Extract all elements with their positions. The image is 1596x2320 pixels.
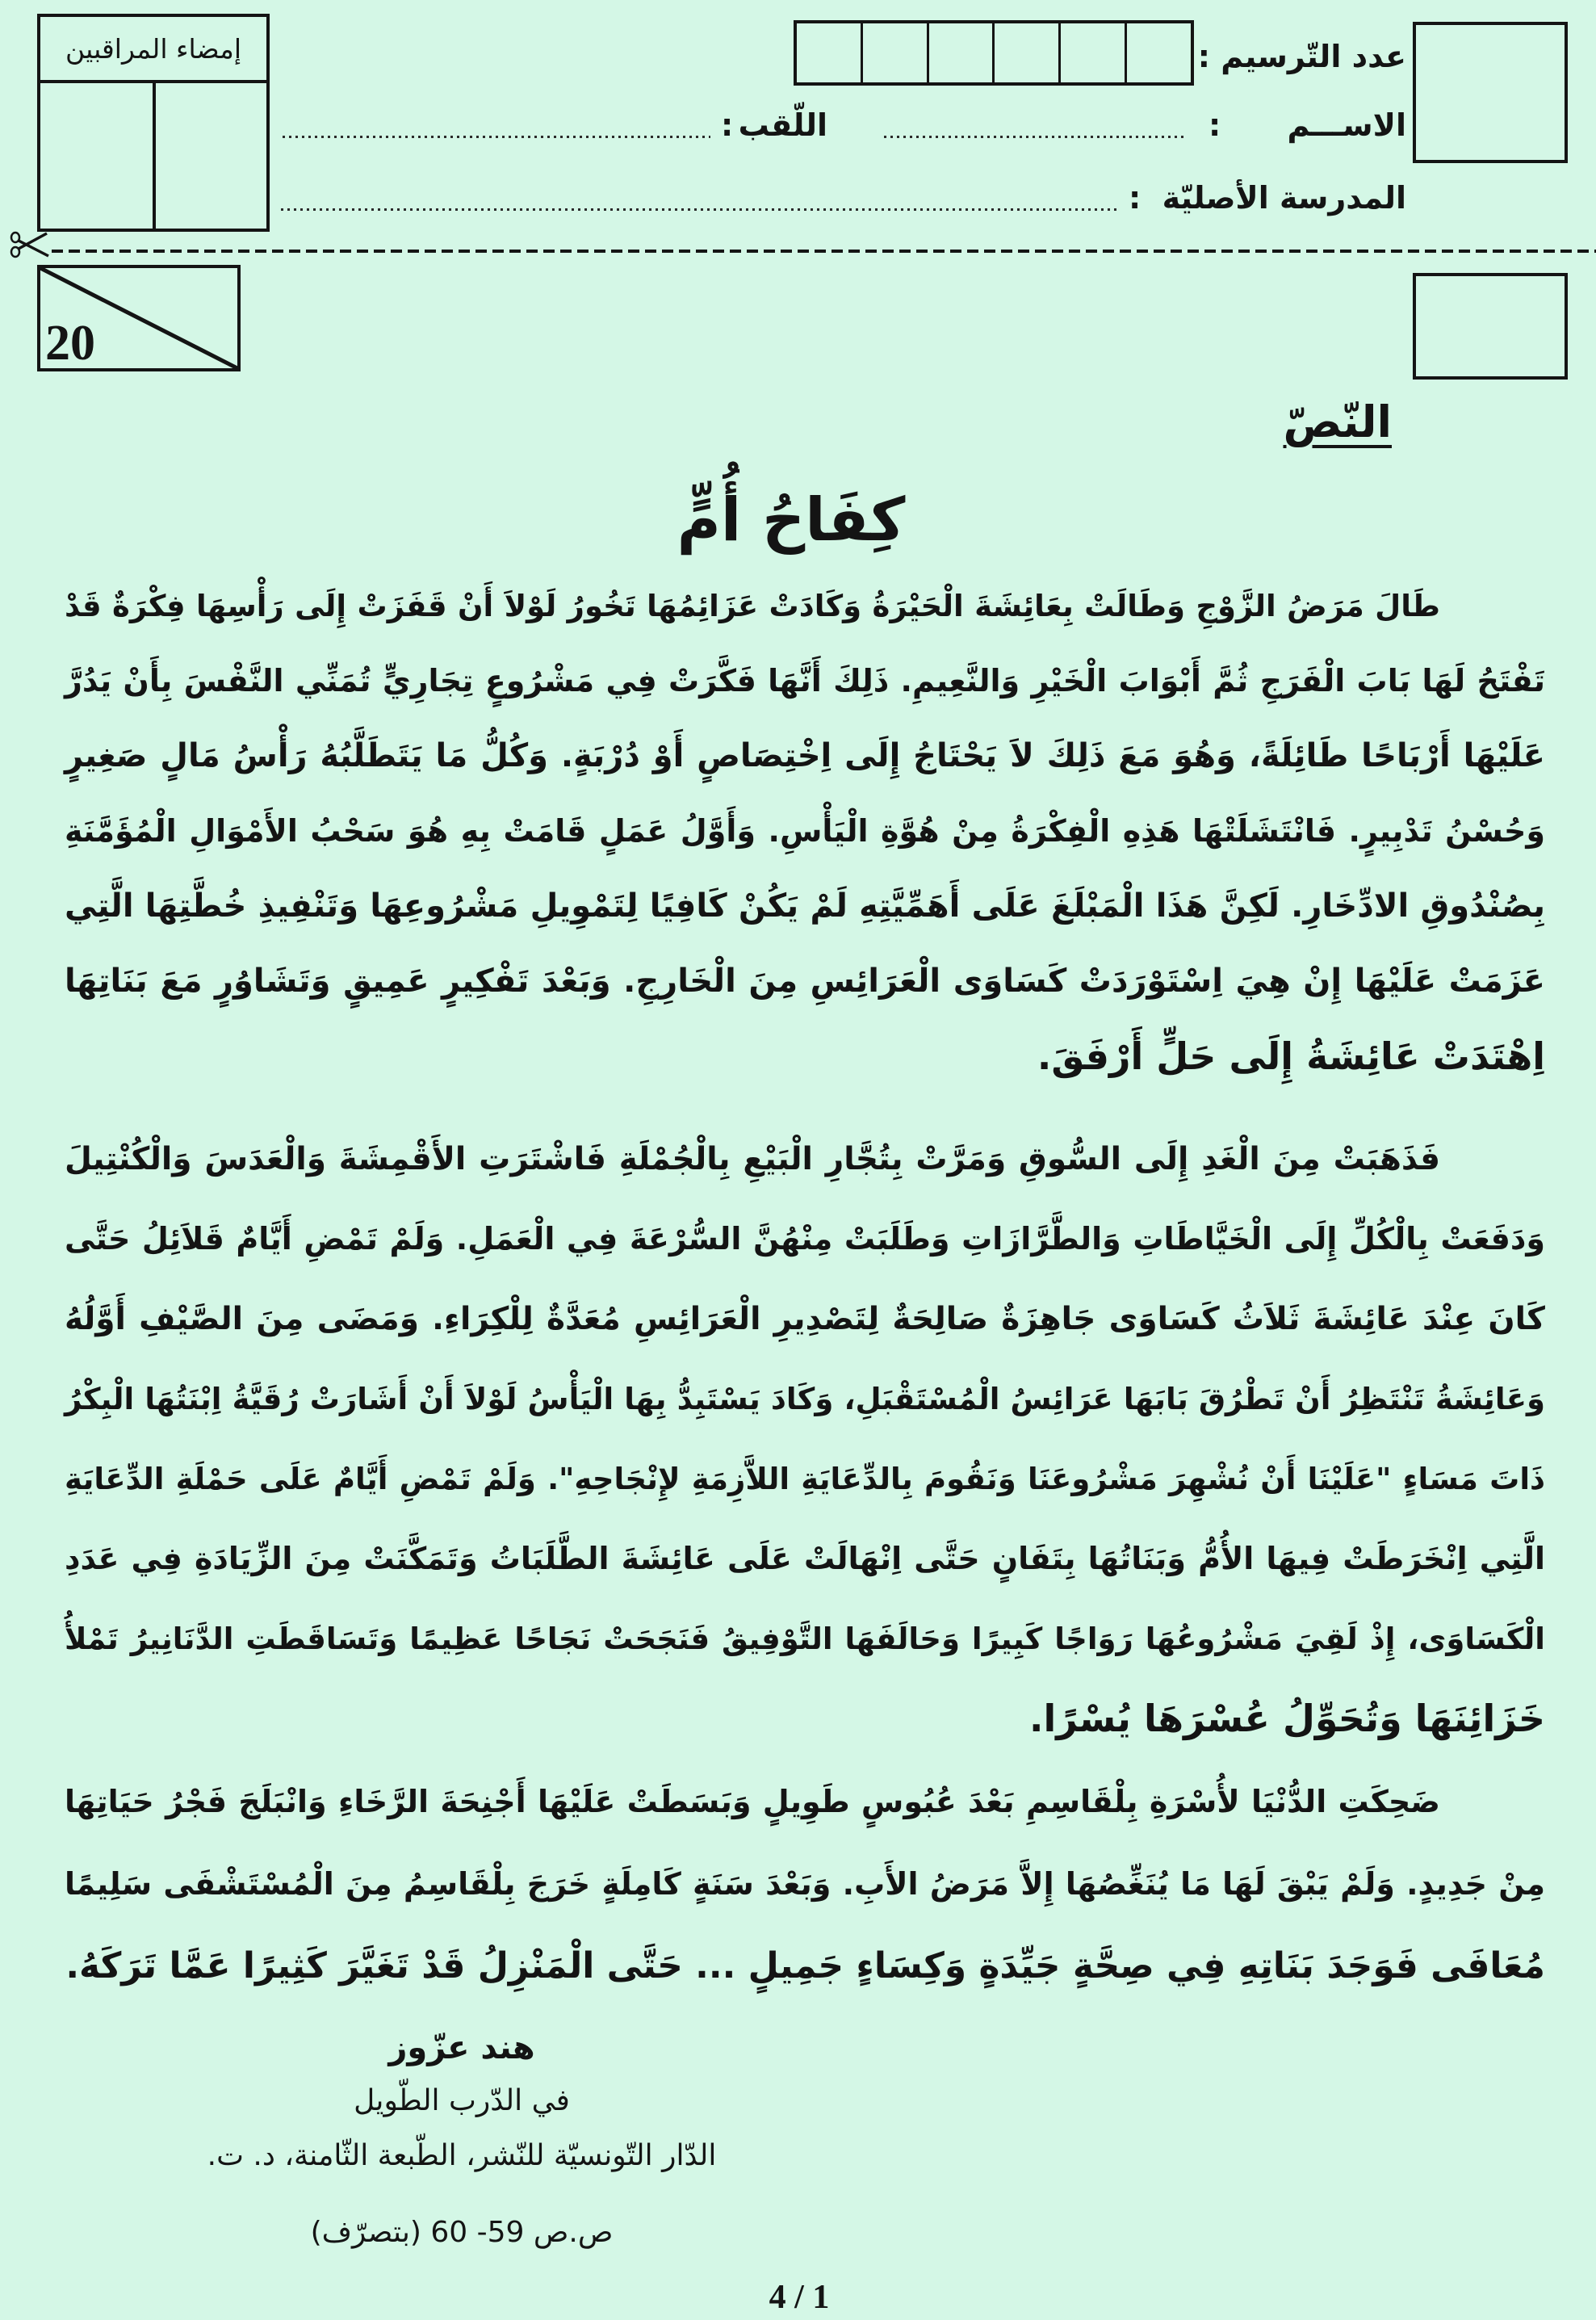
registration-digit-cell — [797, 23, 861, 82]
school-field — [281, 208, 1116, 211]
text-line: عَزَمَتْ عَلَيْهَا إِنْ هِيَ اِسْتَوْرَدَتْ كَسَاوَى الْعَرَائِسِ مِنَ الْخَارِجِ. وَبَعْدَ تَفْكِيرٍ عَمِيقٍ وَتَشَاوُرٍ مَعَ بَنَاتِهَا — [65, 963, 1545, 1000]
text-line: اِهْتَدَتْ عَائِشَةُ إِلَى حَلٍّ أَرْفَقَ. — [1037, 1034, 1545, 1078]
text-line: مِنْ جَدِيدٍ. وَلَمْ يَبْقَ لَهَا مَا يُنَغِّصُهَا إِلاَّ مَرَضُ الأَبِ. وَبَعْدَ سَنَةٍ كَامِلَةٍ خَرَجَ بِلْقَاسِمُ مِنَ الْمُسْتَشْفَى سَلِيمًا — [65, 1866, 1545, 1902]
text-line: كَانَ عِنْدَ عَائِشَةَ ثَلاَثُ كَسَاوَى جَاهِزَةٌ صَالِحَةٌ لِتَصْدِيرِ الْعَرَائِسِ مُعَدَّةٌ لِلْكِرَاءِ. وَمَضَى مِنَ الصَّيْفِ أَوَّلُهُ — [65, 1301, 1545, 1337]
score-box — [37, 265, 241, 371]
text-line: عَلَيْهَا أَرْبَاحًا طَائِلَةً، وَهُوَ مَعَ ذَلِكَ لاَ يَحْتَاجُ إِلَى اِخْتِصَاصٍ أَوْ دُرْبَةٍ. وَكُلُّ مَا يَتَطَلَّبُهُ رَأْسُ مَالٍ صَغِيرٍ — [65, 737, 1545, 774]
text-line: بِصُنْدُوقِ الادِّخَارِ. لَكِنَّ هَذَا الْمَبْلَغَ عَلَى أَهَمِّيَّتِهِ لَمْ يَكُنْ كَافِيًا لِتَمْوِيلِ مَشْرُوعِهَا وَتَنْفِيذِ خُطَّتِهَا الَّتِي — [65, 887, 1545, 925]
registration-number-label: عدد التّرسيم : — [1197, 39, 1406, 74]
source-publisher: الدّار التّونسيّة للنّشر، الطّبعة الثّامنة، د. ت. — [207, 2139, 717, 2172]
anonymous-code-box-bottom — [1413, 273, 1568, 380]
section-heading: النّصّ — [1283, 396, 1392, 447]
text-line: الَّتِي اِنْخَرَطَتْ فِيهَا الأُمُّ وَبَنَاتُهَا بِتَفَانٍ حَتَّى اِنْهَالَتْ عَلَى عَائِشَةَ الطَّلَبَاتُ وَتَمَكَّنَتْ مِنَ الزِّيَادَةِ فِي عَدَدِ — [65, 1541, 1545, 1576]
last-name-colon: : — [721, 107, 734, 143]
first-name-label: الاســـم — [1287, 107, 1406, 143]
school-colon: : — [1129, 180, 1141, 216]
supervisors-signature-box — [37, 14, 270, 232]
text-line: وَدَفَعَتْ بِالْكُلِّ إِلَى الْخَيَّاطَاتِ وَالطَّرَّازَاتِ وَطَلَبَتْ مِنْهُنَّ السُّرْعَةَ فِي الْعَمَلِ. وَلَمْ تَمْضِ أَيَّامٌ قَلاَئِلُ حَتَّى — [65, 1221, 1545, 1256]
registration-digit-cell — [927, 23, 993, 82]
paragraph-3 — [65, 1760, 1545, 2007]
registration-digit-cell — [992, 23, 1058, 82]
score-total: 20 — [45, 316, 95, 371]
cut-line — [52, 250, 1596, 253]
source-book: في الدّرب الطّويل — [354, 2084, 570, 2117]
registration-digit-cell — [1058, 23, 1125, 82]
text-line: ذَاتَ مَسَاءٍ "عَلَيْنَا أَنْ نُشْهِرَ مَشْرُوعَنَا وَنَقُومَ بِالدِّعَايَةِ اللاَّزِمَةِ لإِنْجَاحِهِ". وَلَمْ تَمْضِ أَيَّامٌ عَلَى حَمْلَةِ الدِّعَايَةِ — [65, 1462, 1545, 1496]
text-line: خَزَائِنَهَا وَتُحَوِّلُ عُسْرَهَا يُسْرًا. — [1029, 1697, 1545, 1740]
registration-digit-cell — [861, 23, 927, 82]
text-line: طَالَ مَرَضُ الزَّوْجِ وَطَالَتْ بِعَائِشَةَ الْحَيْرَةُ وَكَادَتْ عَزَائِمُهَا تَخُورُ لَوْلاَ أَنْ قَفَزَتْ إِلَى رَأْسِهَا فِكْرَةٌ قَدْ — [65, 589, 1440, 623]
paragraph-1 — [65, 568, 1545, 1094]
signature-cell-left — [40, 83, 156, 229]
signature-cell-right — [156, 83, 266, 229]
text-line: فَذَهَبَتْ مِنَ الْغَدِ إِلَى السُّوقِ وَمَرَّتْ بِتُجَّارِ الْبَيْعِ بِالْجُمْلَةِ فَاشْتَرَتِ الأَقْمِشَةَ وَالْعَدَسَ وَالْكُنْتِيلَ — [65, 1141, 1440, 1177]
last-name-label: اللّقب — [738, 107, 827, 143]
signature-cells — [40, 83, 266, 229]
registration-digit-cell — [1125, 23, 1191, 82]
first-name-field — [884, 136, 1184, 138]
last-name-field — [283, 136, 710, 138]
text-title: كِفَاحُ أُمٍّ — [677, 485, 906, 555]
text-line: وَعَائِشَةُ تَنْتَظِرُ أَنْ تَطْرُقَ بَابَهَا عَرَائِسُ الْمُسْتَقْبَلِ، وَكَادَ يَسْتَبِدُّ بِهَا الْيَأْسُ لَوْلاَ أَنْ أَشَارَتْ رُقَيَّةُ اِبْنَتُهَا الْبِكْرُ — [65, 1382, 1545, 1416]
school-label: المدرسة الأصليّة — [1162, 180, 1406, 216]
registration-number-cells — [794, 20, 1194, 86]
paragraph-2 — [65, 1119, 1545, 1759]
page-number: 4 / 1 — [769, 2279, 830, 2316]
text-line: وَحُسْنُ تَدْبِيرٍ. فَانْتَشَلَتْهَا هَذِهِ الْفِكْرَةُ مِنْ هُوَّةِ الْيَأْسِ. وَأَوَّلُ عَمَلٍ قَامَتْ بِهِ هُوَ سَحْبُ الأَمْوَالِ الْمُؤَمَّنَةِ — [65, 813, 1545, 849]
source-pages: ص.ص 59- 60 (بتصرّف) — [310, 2216, 614, 2249]
source-author: هند عزّوز — [388, 2029, 535, 2066]
scissors-icon — [10, 231, 50, 258]
supervisors-signature-label: إمضاء المراقبين — [40, 17, 266, 83]
first-name-colon: : — [1209, 107, 1221, 143]
anonymous-code-box-top — [1413, 22, 1568, 163]
text-line: تَفْتَحُ لَهَا بَابَ الْفَرَجِ ثُمَّ أَبْوَابَ الْخَيْرِ وَالنَّعِيمِ. ذَلِكَ أَنَّهَا فَكَّرَتْ فِي مَشْرُوعٍ تِجَارِيٍّ تُمَنِّي النَّفْسَ بِأَنْ يَدُرَّ — [65, 663, 1545, 699]
text-line: الْكَسَاوَى، إِذْ لَقِيَ مَشْرُوعُهَا رَوَاجًا كَبِيرًا وَحَالَفَهَا التَّوْفِيقُ فَنَجَحَتْ نَجَاحًا عَظِيمًا وَتَسَاقَطَتِ الدَّنَانِيرُ تَمْلأُ — [65, 1621, 1545, 1656]
text-line: ضَحِكَتِ الدُّنْيَا لأُسْرَةِ بِلْقَاسِمِ بَعْدَ عُبُوسٍ طَوِيلٍ وَبَسَطَتْ عَلَيْهَا أَجْنِحَةَ الرَّخَاءِ وَانْبَلَجَ فَجْرُ حَيَاتِهَا — [65, 1784, 1440, 1819]
text-line: مُعَافَى فَوَجَدَ بَنَاتِهِ فِي صِحَّةٍ جَيِّدَةٍ وَكِسَاءٍ جَمِيلٍ ... حَتَّى الْمَنْزِلُ قَدْ تَغَيَّرَ كَثِيرًا عَمَّا تَرَكَهُ. — [65, 1945, 1545, 1986]
